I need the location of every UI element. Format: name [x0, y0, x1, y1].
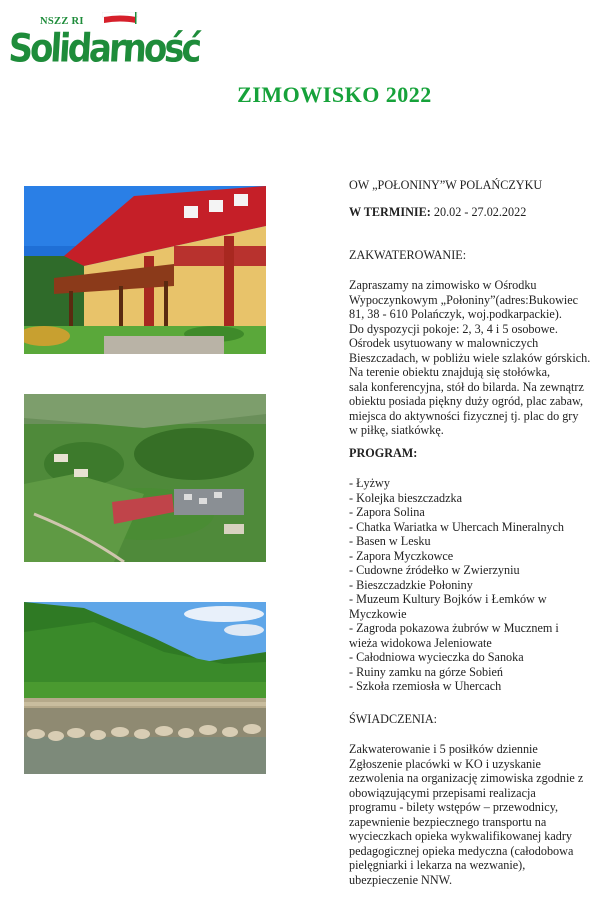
- text-line: Zakwaterowanie i 5 posiłków dziennie: [349, 742, 538, 756]
- benefits-heading: ŚWIADCZENIA:: [349, 712, 438, 726]
- text-line: w piłkę, siatkówkę.: [349, 423, 444, 437]
- dates-value: 20.02 - 27.02.2022: [430, 205, 527, 219]
- program-heading: PROGRAM:: [349, 446, 418, 460]
- venue-name: OW „POŁONINY”W POLAŃCZYKU: [349, 178, 543, 192]
- text-line: zezwolenia na organizację zimowiska zgodnie z: [349, 771, 584, 785]
- list-item: - Muzeum Kultury Bojków i Łemków w: [349, 592, 547, 606]
- list-item: - Basen w Lesku: [349, 534, 431, 548]
- list-item: Myczkowie: [349, 606, 407, 621]
- list-item: - Zapora Solina: [349, 505, 425, 519]
- list-item: - Szkoła rzemiosła w Uhercach: [349, 679, 502, 693]
- text-line: Zapraszamy na zimowisko w Ośrodku: [349, 278, 537, 292]
- river-landscape-photo: [24, 602, 266, 774]
- text-line: Zgłoszenie placówki w KO i uzyskanie: [349, 756, 541, 771]
- dates-label: W TERMINIE:: [349, 205, 431, 219]
- text-line: programu - bilety wstępów – przewodnicy,: [349, 800, 559, 814]
- list-item: - Zapora Myczkowce: [349, 548, 454, 563]
- program-list: [349, 476, 599, 694]
- logo-top-text: NSZZ RI: [40, 16, 84, 27]
- text-line: obowiązującymi przepisami realizacja: [349, 785, 536, 800]
- list-item: - Kolejka bieszczadzka: [349, 490, 463, 505]
- text-line: 81, 38 - 610 Polańczyk, woj.podkarpackie).: [349, 307, 562, 321]
- list-item: wieża widokowa Jeleniowate: [349, 635, 492, 650]
- text-line: obiektu posiada piękny duży ogród, plac zabaw,: [349, 394, 584, 408]
- text-line: pielęgniarki i lekarza na wezwanie),: [349, 858, 526, 872]
- list-item: - Bieszczadzkie Połoniny: [349, 577, 473, 592]
- text-line: ubezpieczenie NNW.: [349, 872, 453, 887]
- text-line: wycieczkach opieka wykwalifikowanej kadry: [349, 829, 573, 843]
- list-item: - Łyżwy: [349, 476, 390, 490]
- solidarnosc-logo: [7, 8, 201, 72]
- aerial-resort-photo: [24, 394, 266, 562]
- list-item: - Całodniowa wycieczka do Sanoka: [349, 650, 524, 664]
- text-line: Bieszczadach, w pobliżu wiele szlaków górskich.: [349, 350, 591, 365]
- hotel-building-photo: [24, 186, 266, 354]
- text-line: Na terenie obiektu znajdują się stołówka,: [349, 365, 551, 379]
- text-line: sala konferencyjna, stół do bilarda. Na zewnątrz: [349, 379, 584, 394]
- list-item: - Cudowne źródełko w Zwierzyniu: [349, 563, 520, 577]
- text-line: Wypoczynkowym „Połoniny”(adres:Bukowiec: [349, 292, 579, 307]
- text-line: Ośrodek usytuowany w malowniczych: [349, 336, 539, 350]
- benefits-description: [349, 742, 599, 887]
- list-item: - Zagroda pokazowa żubrów w Mucznem i: [349, 621, 559, 635]
- text-line: zapewnienie bezpiecznego transportu na: [349, 814, 547, 829]
- flag-icon: [102, 12, 138, 24]
- text-line: Do dyspozycji pokoje: 2, 3, 4 i 5 osobowe.: [349, 321, 558, 336]
- accommodation-heading: ZAKWATEROWANIE:: [349, 248, 467, 262]
- text-line: miejsca do aktywności fizycznej tj. plac do gry: [349, 408, 579, 423]
- dates-line: [349, 205, 599, 220]
- text-line: pedagogicznej opieka medyczna (całodobowa: [349, 843, 574, 858]
- accommodation-description: [349, 278, 599, 438]
- logo-wordmark: Solidarność: [7, 26, 201, 72]
- list-item: - Chatka Wariatka w Uhercach Mineralnych: [349, 519, 565, 534]
- list-item: - Ruiny zamku na górze Sobień: [349, 664, 503, 679]
- page-title: ZIMOWISKO 2022: [237, 82, 432, 107]
